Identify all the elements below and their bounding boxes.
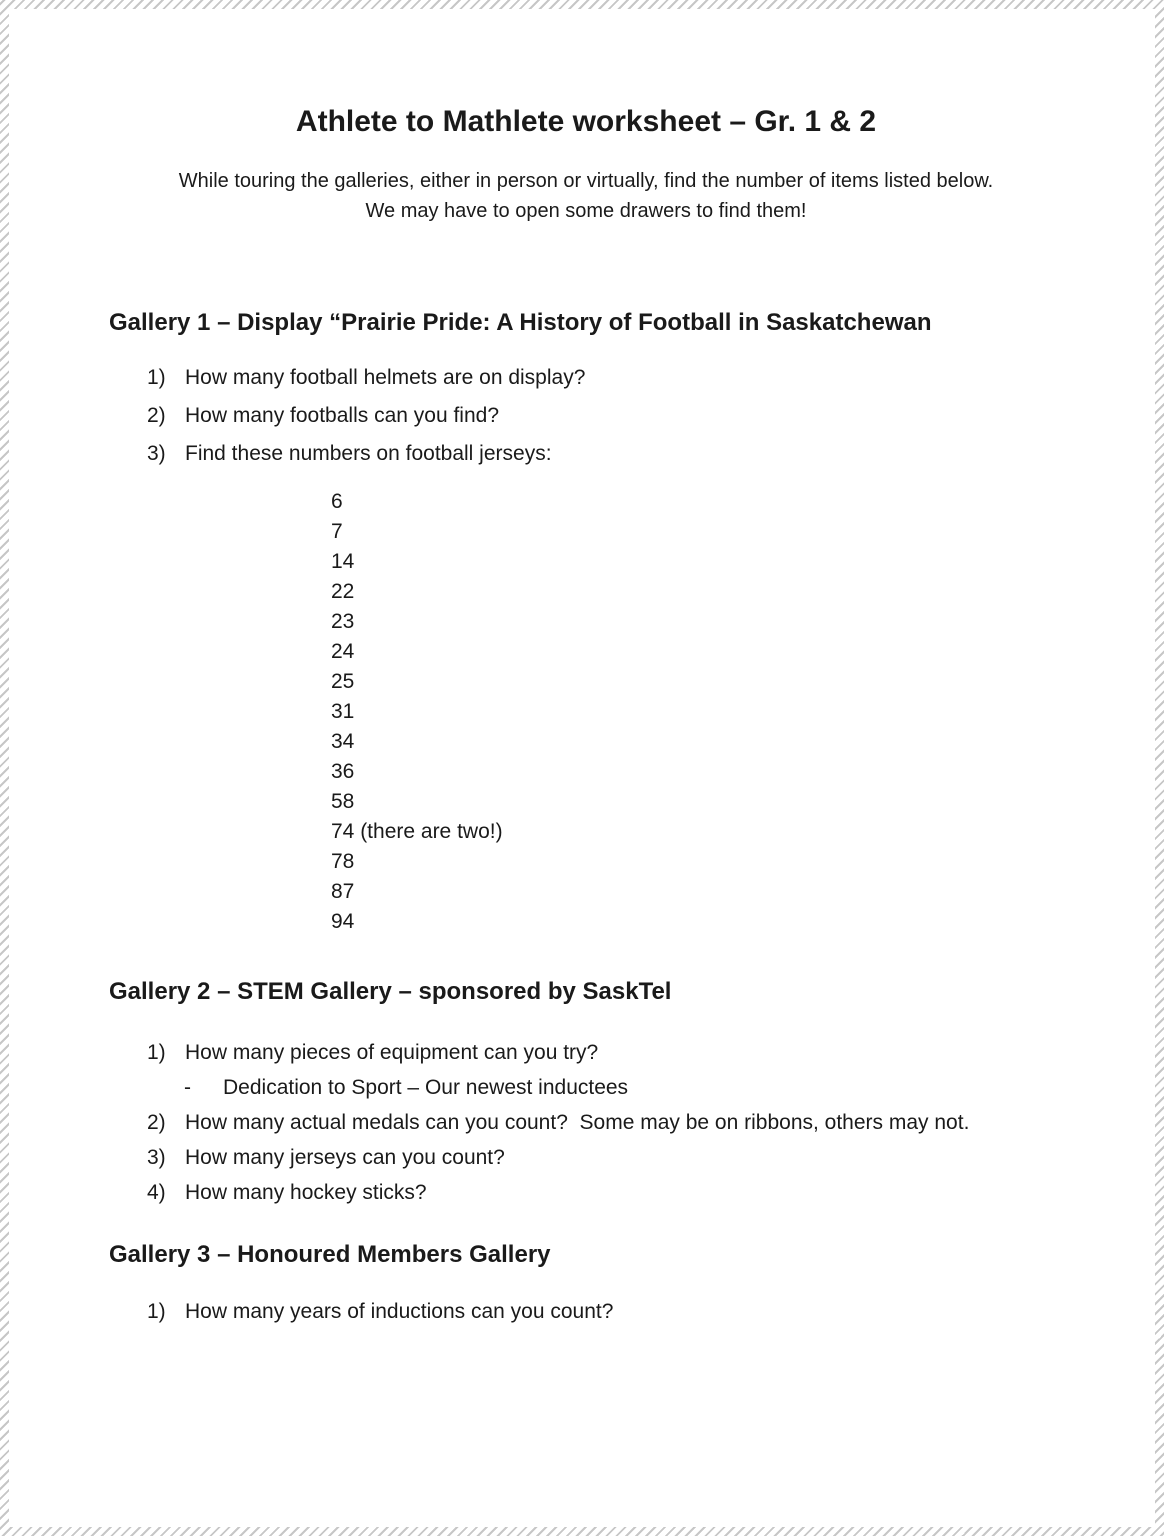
intro-line-2: We may have to open some drawers to find them! (365, 200, 807, 222)
jersey-number: 36 (331, 760, 355, 783)
question-text: How many hockey sticks? (185, 1181, 427, 1204)
jersey-number: 58 (331, 790, 355, 813)
question-number: 1) (147, 1300, 166, 1323)
gallery-2-heading: Gallery 2 – STEM Gallery – sponsored by SaskTel (109, 978, 672, 1005)
question-row (147, 1143, 1063, 1173)
gallery-1-question-list (109, 363, 1063, 469)
question-row (147, 1108, 1063, 1138)
question-text: How many years of inductions can you count? (185, 1300, 614, 1323)
question-text: How many football helmets are on display? (185, 366, 586, 389)
question-sub-text: Dedication to Sport – Our newest inductees (223, 1076, 629, 1099)
jersey-number: 14 (331, 550, 355, 573)
dash-bullet: - (184, 1076, 191, 1099)
question-number: 1) (147, 366, 166, 389)
jersey-number-list (331, 487, 1063, 937)
page-title: Athlete to Mathlete worksheet – Gr. 1 & 2 (295, 105, 877, 138)
question-row (147, 1297, 1063, 1327)
jersey-number: 6 (331, 490, 343, 513)
question-row (147, 1178, 1063, 1208)
gallery-1-heading: Gallery 1 – Display “Prairie Pride: A History of Football in Saskatchewan (109, 309, 932, 336)
question-number: 1) (147, 1041, 166, 1064)
question-text: Find these numbers on football jerseys: (185, 442, 552, 465)
question-number: 3) (147, 442, 166, 465)
question-row (147, 363, 1063, 393)
jersey-number: 22 (331, 580, 355, 603)
jersey-number: 34 (331, 730, 355, 753)
question-text: How many footballs can you find? (185, 404, 500, 427)
gallery-2-question-list (109, 1038, 1063, 1208)
worksheet-content (9, 9, 1155, 1527)
question-number: 2) (147, 404, 166, 427)
question-number: 4) (147, 1181, 166, 1204)
gallery-3-question-list (109, 1297, 1063, 1327)
jersey-number: 23 (331, 610, 355, 633)
jersey-number: 31 (331, 700, 355, 723)
question-number: 3) (147, 1146, 166, 1169)
question-row (147, 1038, 1063, 1068)
jersey-number: 24 (331, 640, 355, 663)
question-row (147, 401, 1063, 431)
jersey-number: 94 (331, 910, 355, 933)
jersey-number: 74 (there are two!) (331, 820, 503, 843)
jersey-number: 25 (331, 670, 355, 693)
question-number: 2) (147, 1111, 166, 1134)
question-row (147, 439, 1063, 469)
jersey-number: 87 (331, 880, 355, 903)
question-sub-row (184, 1073, 1063, 1103)
jersey-number: 78 (331, 850, 355, 873)
gallery-3-heading: Gallery 3 – Honoured Members Gallery (109, 1241, 551, 1268)
question-text: How many pieces of equipment can you try? (185, 1041, 599, 1064)
question-text: How many jerseys can you count? (185, 1146, 505, 1169)
jersey-number: 7 (331, 520, 343, 543)
question-text: How many actual medals can you count? Some may be on ribbons, others may not. (185, 1111, 970, 1134)
intro-line-1: While touring the galleries, either in person or virtually, find the number of items listed below. (178, 170, 994, 192)
